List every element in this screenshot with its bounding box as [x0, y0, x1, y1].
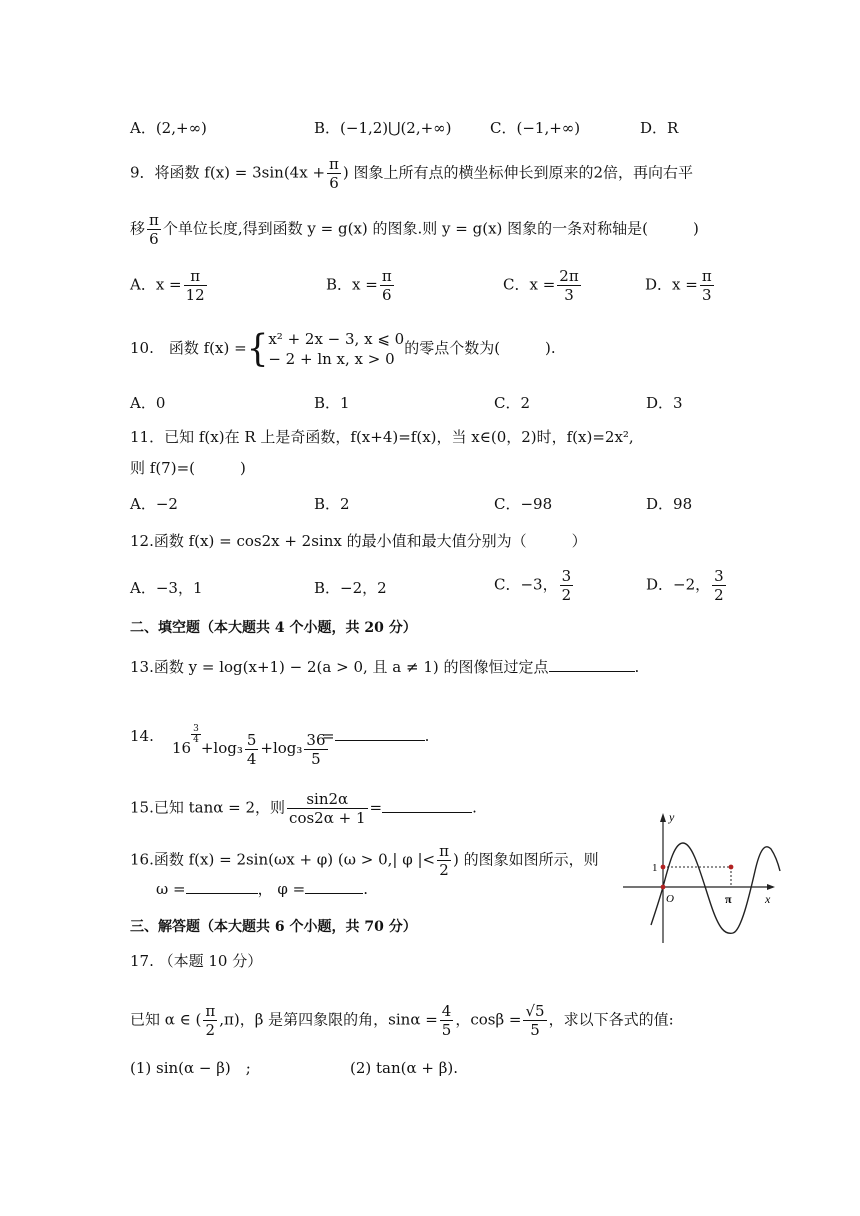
q13-answer-blank[interactable]	[549, 657, 635, 672]
q10-stem: 10. 函数 f(x) ={ x² + 2x − 3, x ⩽ 0 − 2 + ln x, x > 0 的零点个数为( ).	[130, 327, 556, 371]
point-at-pi	[729, 865, 734, 870]
q16-omega-blank[interactable]	[186, 879, 258, 894]
q11-stem: 11．已知 f(x)在 R 上是奇函数，f(x+4)=f(x)，当 x∈(0，2)时，f(x)=2x²,	[130, 428, 634, 446]
q12-option-a: A．−3，1	[130, 579, 203, 597]
section-heading-solutions: 三、解答题（本大题共 6 个小题，共 70 分）	[130, 919, 417, 935]
q11-stem-line2: 则 f(7)=( )	[130, 459, 246, 477]
x-axis-arrow	[767, 884, 775, 890]
q14-answer-blank[interactable]	[335, 726, 425, 741]
tick-label-pi: π	[725, 892, 732, 906]
y-axis-arrow	[660, 813, 666, 822]
q9-stem-line2: 移 $\frac{\pi}{6}$ 个单位长度,得到函数 y = g(x) 的图象.则 y = g(x) 图象的一条对称轴是( )	[130, 211, 699, 248]
point-origin	[661, 885, 666, 890]
q8-option-b: B．(−1,2)⋃(2,+∞)	[314, 119, 452, 137]
sine-curve	[663, 843, 780, 933]
q12-option-c: C．−3， $\frac{3}{2}$	[494, 567, 572, 604]
q10-option-b: B．1	[314, 394, 350, 412]
q10-option-d: D．3	[646, 394, 683, 412]
q14-label: 14.	[130, 727, 154, 745]
q13-stem: 13.函数 y = log(x+1) − 2(a > 0, 且 a ≠ 1) 的图像恒过定点 .	[130, 658, 640, 676]
q17-heading: 17. （本题 10 分）	[130, 952, 263, 970]
q8-option-c: C．(−1,+∞)	[490, 119, 581, 137]
sine-curve-left	[651, 887, 663, 925]
q11-option-a: A．−2	[130, 495, 178, 513]
q12-option-b: B．−2，2	[314, 579, 387, 597]
q11-option-d: D．98	[646, 495, 693, 513]
q10-option-a: A．0	[130, 394, 166, 412]
q9-option-a: A．x = $\frac{\pi}{12}$	[130, 267, 205, 304]
q9-option-c: C．x = $\frac{2\pi}{3}$	[503, 267, 579, 304]
x-axis-label: x	[765, 892, 771, 906]
q9-stem: 9．将函数 f(x) = 3sin(4x + $\frac{\pi}{6}$ ) 图象上所有点的横坐标伸长到原来的2倍，再向右平	[130, 155, 694, 192]
q9-option-d: D．x = $\frac{\pi}{3}$	[645, 267, 712, 304]
q9-option-b: B．x = $\frac{\pi}{6}$	[326, 267, 392, 304]
q15-answer-blank[interactable]	[382, 798, 472, 813]
sine-graph-figure	[615, 805, 785, 945]
brace-glyph: {	[246, 327, 269, 371]
q17-part-2: (2) tan(α + β).	[350, 1059, 459, 1077]
q11-option-b: B．2	[314, 495, 350, 513]
y-axis-label: y	[669, 810, 675, 824]
q17-stem: 已知 α ∈ ( $\frac{\pi}{2}$ ,π)，β 是第四象限的角，sinα = $\frac{4}{5}$ ，cosβ = $\frac{√5}{5}$ ，求以下各式的值:	[130, 1002, 674, 1039]
q12-stem: 12.函数 f(x) = cos2x + 2sinx 的最小值和最大值分别为（ ）	[130, 532, 587, 550]
section-heading-fill-in: 二、填空题（本大题共 4 个小题，共 20 分）	[130, 620, 417, 636]
q11-option-c: C．−98	[494, 495, 553, 513]
q10-option-c: C．2	[494, 394, 531, 412]
origin-label: O	[666, 893, 674, 905]
q15-stem: 15.已知 tanα = 2，则 $\frac{\sin 2\alpha}{\cos 2\alpha + 1}$ = .	[130, 790, 477, 827]
q14-expression: 16 $\frac{3}{4}$ +log₃ $\frac{5}{4}$ +log₃ $\frac{36}{5}$	[172, 724, 326, 768]
q12-option-d: D．−2， $\frac{3}{2}$	[646, 567, 724, 604]
q16-answers: ω = ， φ = .	[156, 880, 368, 898]
q8-option-d: D．R	[640, 119, 679, 137]
tick-label-one: 1	[652, 862, 658, 874]
q16-phi-blank[interactable]	[305, 879, 363, 894]
q17-part-1: (1) sin(α − β) ;	[130, 1059, 251, 1077]
q8-option-a: A．(2,+∞)	[130, 119, 207, 137]
point-y-intercept	[661, 865, 666, 870]
q14-answer: = .	[322, 727, 430, 745]
q16-stem: 16.函数 f(x) = 2sin(ωx + φ) (ω > 0,| φ |< $\frac{\pi}{2}$ ) 的图象如图所示，则	[130, 842, 599, 879]
